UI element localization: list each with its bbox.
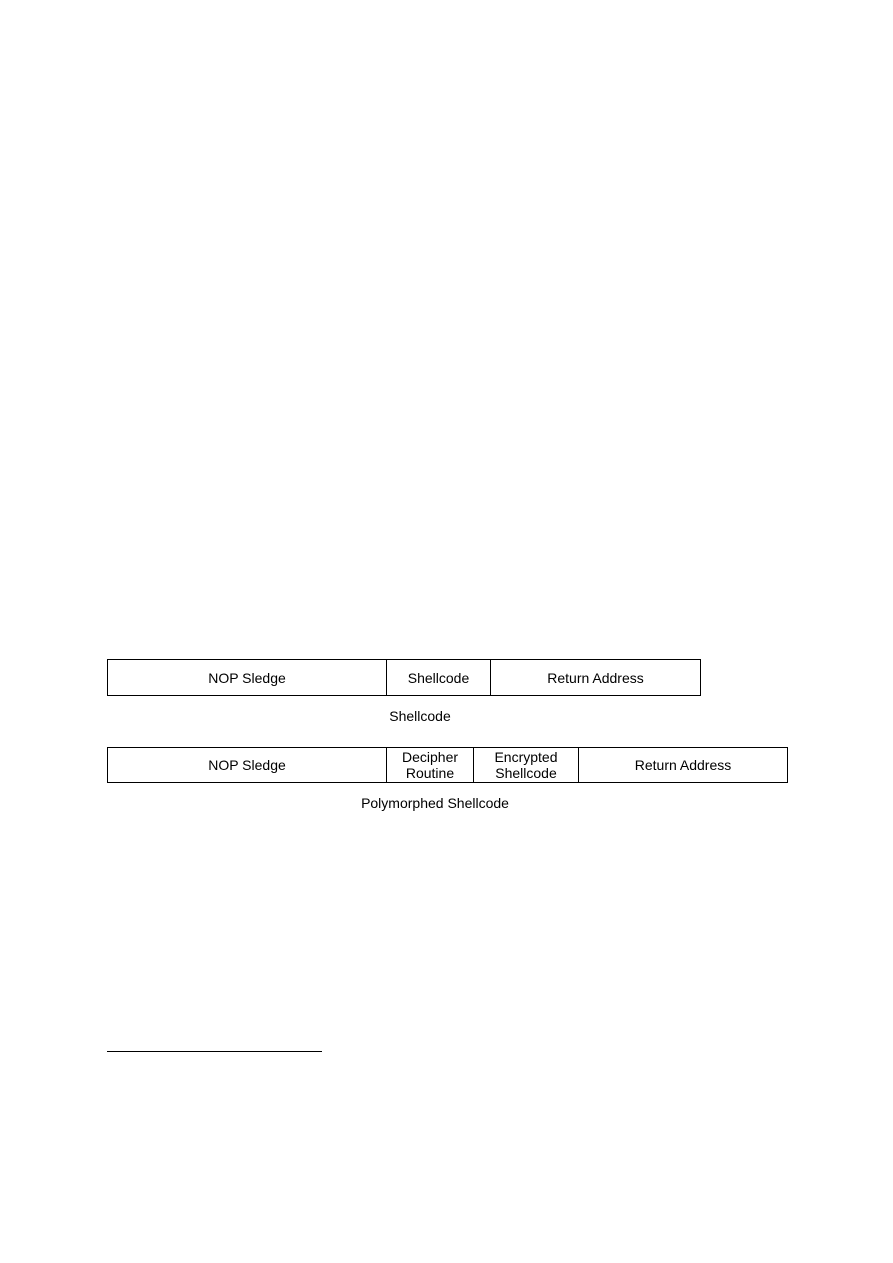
return-address-segment: Return Address [547, 669, 644, 686]
polymorphed-layout-bar [107, 747, 788, 783]
return-address-segment: Return Address [634, 757, 732, 773]
polymorphed-shellcode-caption: Polymorphed Shellcode [361, 795, 509, 811]
shellcode-layout-bar [107, 659, 701, 696]
footnote-separator [107, 1051, 322, 1052]
nop-sledge-segment: NOP Sledge [108, 748, 387, 782]
decipher-routine-segment: Decipher Routine [387, 748, 474, 782]
encrypted-shellcode-segment: Encrypted Shellcode [474, 748, 579, 782]
shellcode-segment: Shellcode [387, 660, 491, 695]
shellcode-caption: Shellcode [389, 708, 451, 724]
nop-sledge-segment: NOP Sledge [108, 660, 387, 695]
